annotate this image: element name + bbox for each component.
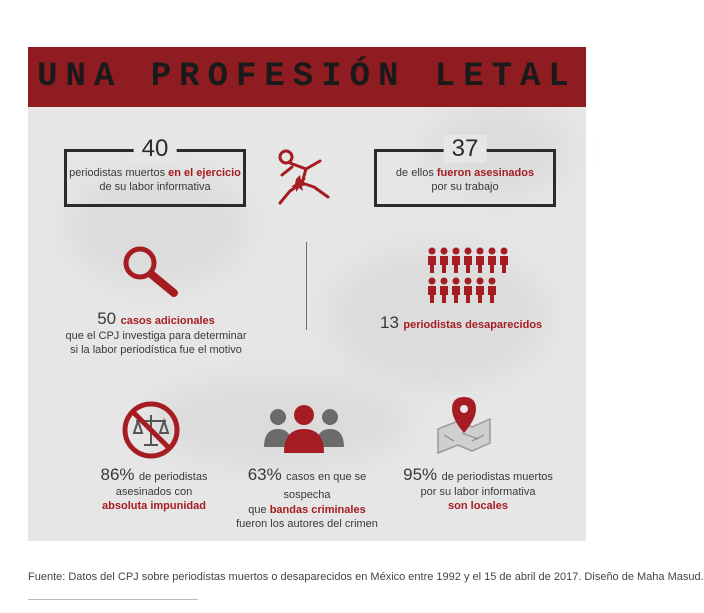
text-line: que el CPJ investiga para determinar — [65, 330, 247, 342]
person-figure — [428, 248, 436, 274]
text-line: si la labor periodística fue el motivo — [70, 344, 242, 356]
title-banner — [28, 47, 586, 107]
text-bold: fueron asesinados — [436, 167, 535, 179]
stat-investigation — [56, 309, 256, 357]
text-bold: en el ejercicio — [168, 167, 241, 179]
person-figure — [464, 278, 472, 304]
stat-box-murdered — [374, 135, 556, 207]
person-figure — [500, 248, 508, 274]
stat-number-local: 95% — [403, 465, 438, 484]
person-figure — [440, 278, 448, 304]
stat-number-investigation: 50 — [97, 309, 117, 328]
magnifier-icon — [120, 243, 184, 299]
text-line: casos en que se sospecha — [283, 471, 367, 501]
text-line: por su trabajo — [431, 181, 499, 193]
person-figure — [428, 278, 436, 304]
divider — [306, 242, 307, 330]
people-icon — [426, 247, 514, 305]
person-figure — [464, 248, 472, 274]
text-bold: bandas criminales — [269, 504, 366, 516]
person-figure — [476, 248, 484, 274]
stat-number-missing: 13 — [380, 313, 399, 332]
source-note: Fuente: Datos del CPJ sobre periodistas muertos o desaparecidos en México entre 1992 y el 15 de abril de 2017. Diseño de Maha Masud. — [28, 571, 704, 583]
person-figure — [452, 278, 460, 304]
infographic-card — [28, 47, 586, 541]
text-part: de ellos — [395, 167, 437, 179]
stat-local — [392, 465, 564, 513]
stat-number-crime: 63% — [247, 465, 282, 484]
stat-text-killed — [67, 166, 243, 194]
text-bold: periodistas desaparecidos — [403, 319, 543, 331]
stat-impunity — [64, 465, 244, 513]
stat-number-impunity: 86% — [100, 465, 135, 484]
text-bold: absoluta impunidad — [102, 500, 206, 512]
stat-box-killed — [64, 135, 246, 207]
stat-missing — [380, 313, 580, 333]
prohibited-scales-icon — [120, 399, 182, 461]
stat-number-murdered: 37 — [444, 135, 487, 163]
divider — [28, 599, 198, 600]
text-line: de periodistas muertos — [441, 471, 553, 483]
text-line: por su labor informativa — [420, 486, 536, 498]
text-part: periodistas muertos — [69, 167, 169, 179]
person-figure — [476, 278, 484, 304]
person-figure — [488, 278, 496, 304]
text-line: asesinados con — [115, 486, 193, 498]
text-line: de su labor informativa — [99, 181, 211, 193]
person-figure — [452, 248, 460, 274]
page-title: UNA PROFESIÓN LETAL — [37, 58, 577, 96]
stat-crime — [224, 465, 390, 531]
body-outline-icon — [272, 147, 336, 209]
text-bold: son locales — [448, 500, 508, 512]
crowd-icon — [262, 403, 346, 457]
person-figure — [440, 248, 448, 274]
stat-number-killed: 40 — [134, 135, 177, 163]
text-line: de periodistas — [138, 471, 208, 483]
text-line: fueron los autores del crimen — [236, 518, 378, 530]
map-pin-icon — [432, 395, 496, 457]
stat-text-murdered — [377, 166, 553, 194]
text-bold: casos adicionales — [120, 315, 215, 327]
text-part: que — [248, 504, 270, 516]
person-figure — [488, 248, 496, 274]
